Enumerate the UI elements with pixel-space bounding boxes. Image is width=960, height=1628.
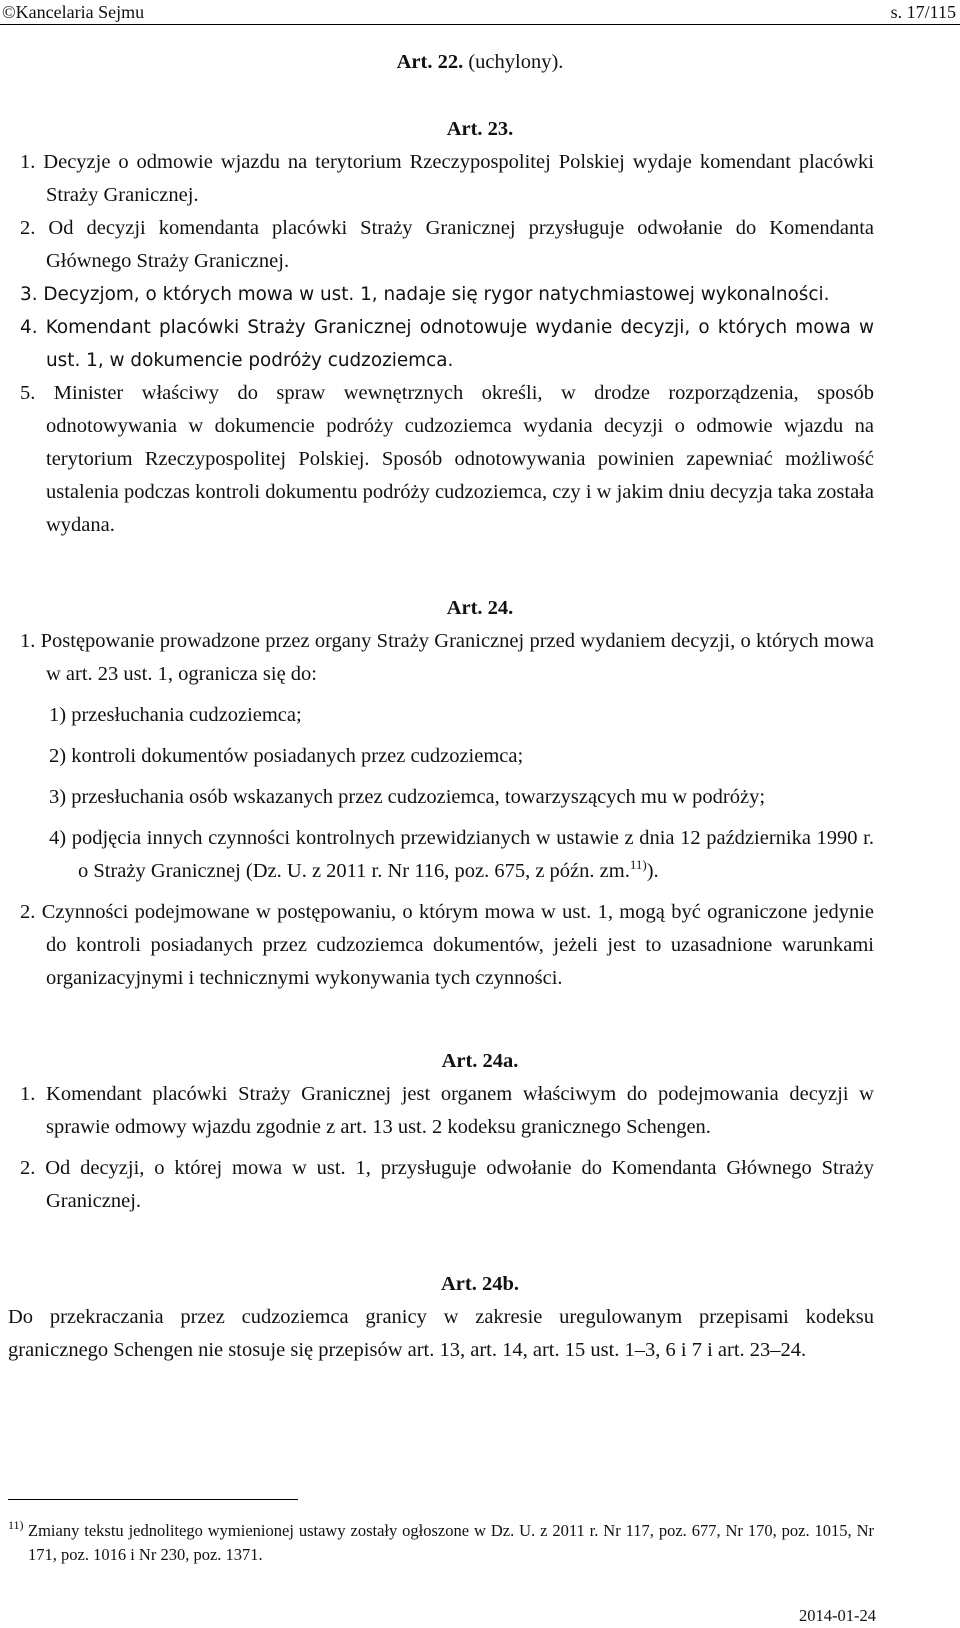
article-24b-heading: Art. 24b. [440,1273,519,1295]
footnote-reference[interactable]: 11) [629,857,647,873]
article-23-para-1: 1. Decyzje o odmowie wjazdu na terytorium Rzeczypospolitej Polskiej wydaje komendant placówki Straży Granicznej. [20,151,874,206]
article-24-point-3: 3) przesłuchania osób wskazanych przez cudzoziemca, towarzyszących mu w podróży; [49,786,766,808]
article-23-heading: Art. 23. [446,118,514,140]
article-23-para-3: 3. Decyzjom, o których mowa w ust. 1, nadaje się rygor natychmiastowej wykonalności. [20,284,830,305]
footnote [8,1519,874,1567]
article-23-para-4: 4. Komendant placówki Straży Granicznej odnotowuje wydanie decyzji, o których mowa w ust. 1, w dokumencie podróży cudzoziemca. [20,317,874,371]
header-publisher: ©Kancelaria Sejmu [2,2,145,22]
article-24a-heading: Art. 24a. [441,1050,519,1072]
article-22-heading [0,46,960,79]
page-header [0,0,960,25]
article-24a-para-2: 2. Od decyzji, o której mowa w ust. 1, przysługuje odwołanie do Komendanta Głównego Straży Granicznej. [20,1157,874,1212]
footnote-separator [8,1499,298,1500]
header-page-number: s. 17/115 [890,2,956,22]
article-22-note: (uchylony). [468,51,564,73]
article-24-point-4-end: ). [646,860,659,882]
article-24-point-4-text: 4) podjęcia innych czynności kontrolnych przewidzianych w ustawie z dnia 12 października 1990 r. o Straży Granicznej (Dz. U. z 2011 r. Nr 116, poz. 675, z późn. zm. [49,827,874,882]
footnote-mark: 11) [8,1518,24,1532]
footnote-text: Zmiany tekstu jednolitego wymienionej ustawy zostały ogłoszone w Dz. U. z 2011 r. Nr 117, poz. 677, Nr 170, poz. 1015, Nr 171, poz. 1016 i Nr 230, poz. 1371. [28,1521,874,1564]
article-24-para-2: 2. Czynności podejmowane w postępowaniu, o którym mowa w ust. 1, mogą być ograniczone jedynie do kontroli posiadanych przez cudzoziemca dokumentów, jeżeli jest to uzasadnione warunkami organizacyjnymi i technicznymi wykonywania tych czynności. [20,901,874,989]
article-24-point-4 [0,822,960,888]
footer-date: 2014-01-24 [799,1606,876,1625]
article-24b-para: Do przekraczania przez cudzoziemca granicy w zakresie uregulowanym przepisami kodeksu granicznego Schengen nie stosuje się przepisów art. 13, art. 14, art. 15 ust. 1–3, 6 i 7 i art. 23–24. [8,1306,874,1361]
article-24-para-1: 1. Postępowanie prowadzone przez organy Straży Granicznej przed wydaniem decyzji, o których mowa w art. 23 ust. 1, ogranicza się do: [20,630,874,685]
article-24a-para-1: 1. Komendant placówki Straży Granicznej jest organem właściwym do podejmowania decyzji w sprawie odmowy wjazdu zgodnie z art. 13 ust. 2 kodeksu granicznego Schengen. [20,1083,874,1138]
document-body [0,46,960,1367]
article-24-point-1: 1) przesłuchania cudzoziemca; [49,704,302,726]
article-22-title: Art. 22. [396,51,464,73]
article-23-para-2: 2. Od decyzji komendanta placówki Straży Granicznej przysługuje odwołanie do Komendanta Głównego Straży Granicznej. [20,217,874,272]
article-23-para-5: 5. Minister właściwy do spraw wewnętrznych określi, w drodze rozporządzenia, sposób odnotowywania w dokumencie podróży cudzoziemca wydania decyzji o odmowie wjazdu na terytorium Rzeczypospolitej Polskiej. Sposób odnotowywania powinien zapewniać możliwość ustalenia podczas kontroli dokumentu podróży cudzoziemca, czy i w jakim dniu decyzja taka została wydana. [20,382,874,536]
article-24-heading: Art. 24. [446,597,514,619]
article-24-point-2: 2) kontroli dokumentów posiadanych przez cudzoziemca; [49,745,524,767]
